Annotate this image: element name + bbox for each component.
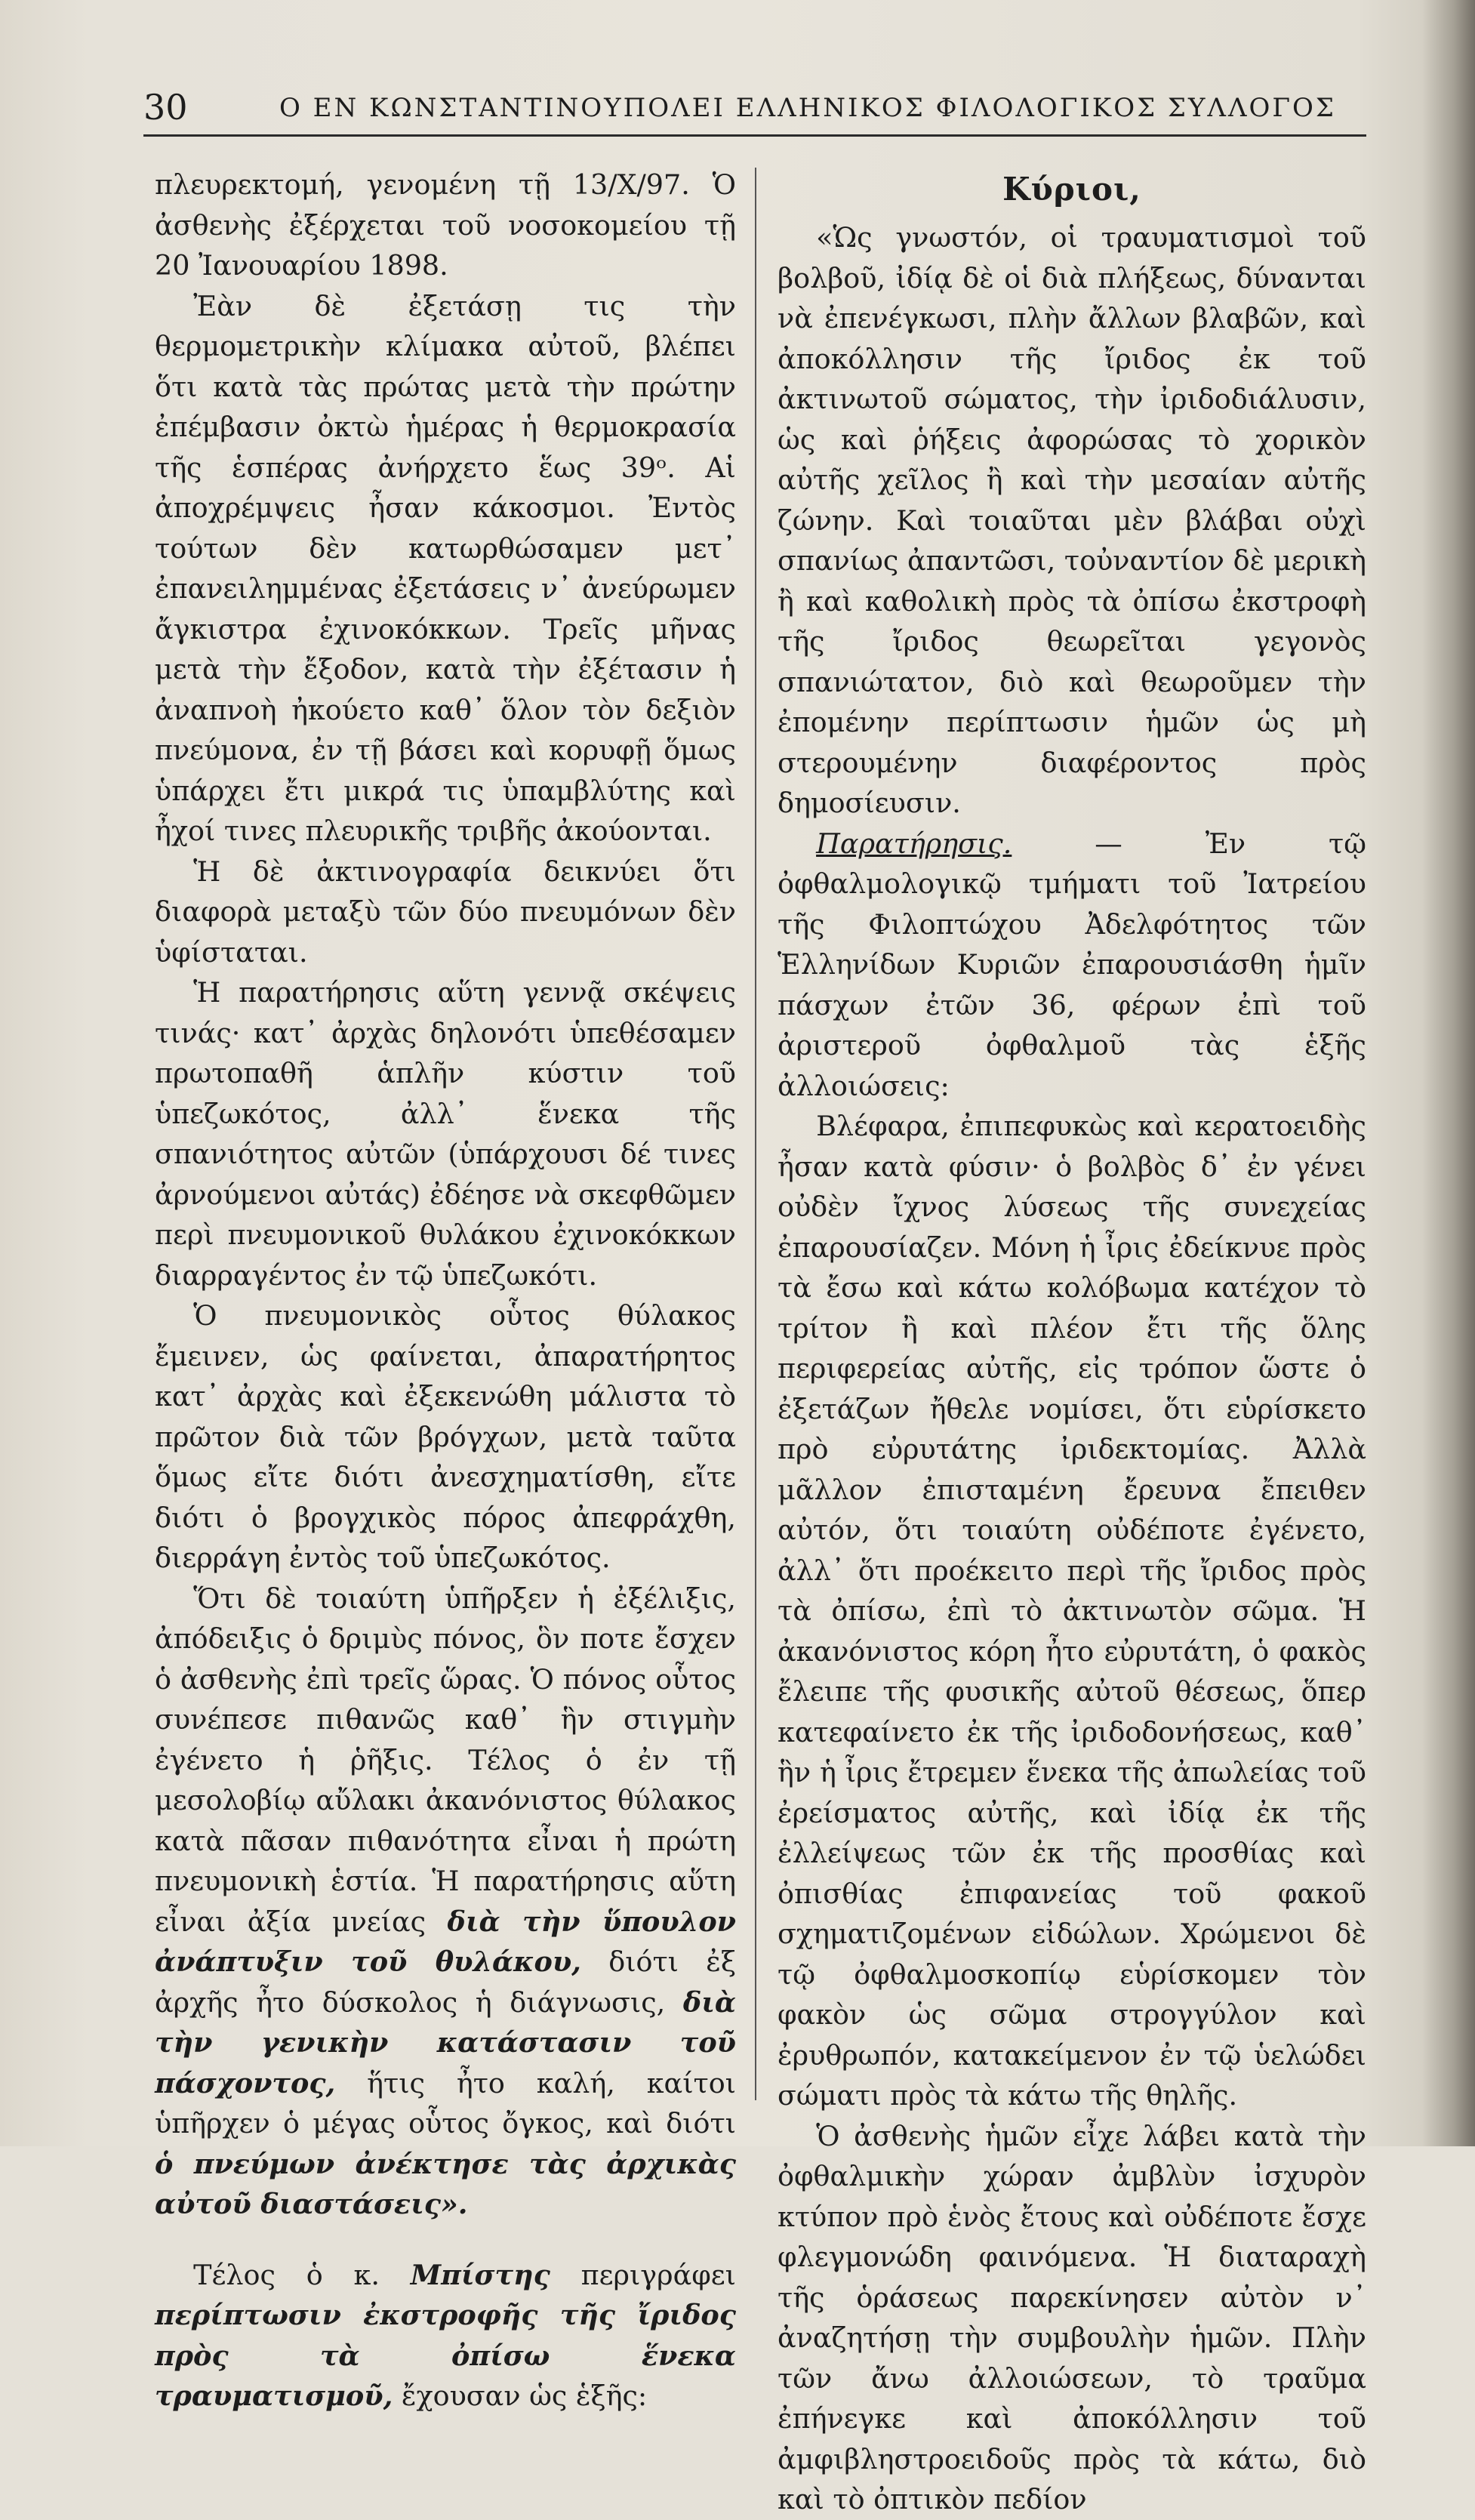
column-rule xyxy=(755,168,756,2100)
left-column xyxy=(155,165,736,2412)
binding-shadow xyxy=(1422,0,1475,2146)
text-run: — Ἐν τῷ ὀφθαλμολογικῷ τμήματι τοῦ Ἰατρείου τῆς Φιλοπτώχου Ἀδελφότητος τῶν Ἑλληνίδων Κυριῶν ἐπαρουσιάσθη ἡμῖν πάσχων ἐτῶν 36, φέρων ἐπὶ τοῦ ἀριστεροῦ ὀφθαλμοῦ τὰς ἑξῆς ἀλλοιώσεις: xyxy=(778,827,1366,1102)
page-header xyxy=(143,85,1381,130)
right-column xyxy=(778,165,1366,2515)
paragraph: Βλέφαρα, ἐπιπεφυκὼς καὶ κερατοειδὴς ἦσαν κατὰ φύσιν· ὁ βολβὸς δ᾽ ἐν γένει οὐδὲν ἴχνος λύσεως τῆς συνεχείας ἐπαρουσίαζεν. Μόνη ἡ ἶρις ἐδείκνυε πρὸς τὰ ἔσω καὶ κάτω κολόβωμα κατέχον τὸ τρίτον ἢ καὶ πλέον ἔτι τῆς ὅλης περιφερείας αὐτῆς, εἰς τρόπον ὥστε ὁ ἐξετάζων ἤθελε νομίσει, ὅτι εὑρίσκετο πρὸ εὐρυτάτης ἰριδεκτομίας. Ἀλλὰ μᾶλλον ἐπισταμένη ἔρευνα ἔπειθεν αὐτόν, ὅτι τοιαύτη οὐδέποτε ἐγένετο, ἀλλ᾽ ὅτι προέκειτο περὶ τῆς ἴριδος πρὸς τὰ ὀπίσω, ἐπὶ τὸ ἀκτινωτὸν σῶμα. Ἡ ἀκανόνιστος κόρη ἦτο εὐρυτάτη, ὁ φακὸς ἔλειπε τῆς φυσικῆς αὐτοῦ θέσεως, ὅπερ κατεφαίνετο ἐκ τῆς ἰριδοδονήσεως, καθ᾽ ἣν ἡ ἶρις ἔτρεμεν ἕνεκα τῆς ἀπωλείας τοῦ ἐρείσματος αὐτῆς, καὶ ἰδίᾳ ἐκ τῆς ἐλλείψεως τῶν ἐκ τῆς προσθίας καὶ ὀπισθίας ἐπιφανείας τοῦ φακοῦ σχηματιζομένων εἰδώλων. Χρώμενοι δὲ τῷ ὀφθαλμοσκοπίῳ εὑρίσκομεν τὸν φακὸν ὡς σῶμα στρογγύλον καὶ ἐρυθρωπόν, κατακείμενον ἐν τῷ ὑελώδει σώματι πρὸς τὰ κάτω τῆς θηλῆς. xyxy=(778,1110,1366,2112)
emphasis-text: ὁ πνεύμων ἀνέκτησε τὰς ἀρχικὰς αὐτοῦ διαστάσεις». xyxy=(155,2147,736,2220)
paragraph xyxy=(778,824,1366,1107)
header-rule xyxy=(143,134,1366,137)
paragraph: «Ὡς γνωστόν, οἱ τραυματισμοὶ τοῦ βολβοῦ, ἰδίᾳ δὲ οἱ διὰ πλήξεως, δύνανται νὰ ἐπενέγκωσι, πλὴν ἄλλων βλαβῶν, καὶ ἀποκόλλησιν τῆς ἴριδος ἐκ τοῦ ἀκτινωτοῦ σώματος, τὴν ἰριδοδιάλυσιν, ὡς καὶ ῥήξεις ἀφορώσας τὸ χορικὸν αὐτῆς χεῖλος ἢ καὶ τὴν μεσαίαν αὐτῆς ζώνην. Καὶ τοιαῦται μὲν βλάβαι οὐχὶ σπανίως ἀπαντῶσι, τοὐναντίον δὲ μερικὴ ἢ καὶ καθολικὴ πρὸς τὰ ὀπίσω ἐκστροφὴ τῆς ἴριδος θεωρεῖται γεγονὸς σπανιώτατον, διὸ καὶ θεωροῦμεν τὴν ἐπομένην περίπτωσιν ἡμῶν ὡς μὴ στερουμένην διαφέροντος πρὸς δημοσίευσιν. xyxy=(778,221,1366,819)
paragraph: Ἐὰν δὲ ἐξετάσῃ τις τὴν θερμομετρικὴν κλίμακα αὐτοῦ, βλέπει ὅτι κατὰ τὰς πρώτας μετὰ τὴν πρώτην ἐπέμβασιν ὀκτὼ ἡμέρας ἡ θερμοκρασία τῆς ἑσπέρας ἀνήρχετο ἕως 39ᵒ. Αἱ ἀποχρέμψεις ἦσαν κάκοσμοι. Ἐντὸς τούτων δὲν κατωρθώσαμεν μετ᾽ ἐπανειλημμένας ἐξετάσεις ν᾽ ἀνεύρωμεν ἄγκιστρα ἐχινοκόκκων. Τρεῖς μῆνας μετὰ τὴν ἔξοδον, κατὰ τὴν ἐξέτασιν ἡ ἀναπνοὴ ἠκούετο καθ᾽ ὅλον τὸν δεξιὸν πνεύμονα, ἐν τῇ βάσει καὶ κορυφῇ ὅμως ὑπάρχει ἔτι μικρά τις ὑπαμβλύτης καὶ ἦχοί τινες πλευρικῆς τριβῆς ἀκούονται. xyxy=(155,289,736,847)
text-run: περιγράφει xyxy=(580,2258,736,2291)
emphasis-text: διὰ τὴν ὕπουλον ἀνάπτυξιν τοῦ θυλάκου, xyxy=(155,1905,736,1978)
page-number: 30 xyxy=(143,87,188,128)
author-name: Μπίστης xyxy=(410,2258,550,2291)
paragraph xyxy=(155,1579,736,2225)
paragraph xyxy=(155,2255,736,2417)
text-run: Ὅτι δὲ τοιαύτη ὑπῆρξεν ἡ ἐξέλιξις, ἀπόδειξις ὁ δριμὺς πόνος, ὃν ποτε ἔσχεν ὁ ἀσθενὴς ἐπὶ τρεῖς ὥρας. Ὁ πόνος οὗτος συνέπεσε πιθανῶς καθ᾽ ἣν στιγμὴν ἐγένετο ἡ ῥῆξις. Τέλος ὁ ἐν τῇ μεσολοβίῳ αὔλακι ἀκανόνιστος θύλακος κατὰ πᾶσαν πιθανότητα εἶναι ἡ πρώτη πνευμονικὴ ἑστία. Ἡ παρατήρησις αὕτη εἶναι ἀξία μνείας xyxy=(155,1582,736,1938)
paragraph: Ἡ παρατήρησις αὕτη γεννᾷ σκέψεις τινάς· κατ᾽ ἀρχὰς δηλονότι ὑπεθέσαμεν πρωτοπαθῆ ἁπλῆν κύστιν τοῦ ὑπεζωκότος, ἀλλ᾽ ἕνεκα τῆς σπανιότητος αὐτῶν (ὑπάρχουσι δέ τινες ἀρνούμενοι αὐτάς) ἐδέησε νὰ σκεφθῶμεν περὶ πνευμονικοῦ θυλάκου ἐχινοκόκκων διαρραγέντος ἐν τῷ ὑπεζωκότι. xyxy=(155,976,736,1292)
text-run: Τέλος ὁ κ. xyxy=(193,2258,380,2291)
section-label: Παρατήρησις. xyxy=(816,827,1012,860)
text-run: ἥτις ἦτο καλή, καίτοι ὑπῆρχεν ὁ μέγας οὗτος ὄγκος, καὶ διότι xyxy=(155,2066,736,2140)
paragraph: Ὁ ἀσθενὴς ἡμῶν εἶχε λάβει κατὰ τὴν ὀφθαλμικὴν χώραν ἀμβλὺν ἰσχυρὸν κτύπον πρὸ ἑνὸς ἔτους καὶ οὐδέποτε ἔσχε φλεγμονώδη φαινόμενα. Ἡ διαταραχὴ τῆς ὁράσεως παρεκίνησεν αὐτὸν ν᾽ ἀναζητήσῃ τὴν συμβουλὴν ἡμῶν. Πλὴν τῶν ἄνω ἀλλοιώσεων, τὸ τραῦμα ἐπήνεγκε καὶ ἀποκόλλησιν τοῦ ἀμφιβληστροειδοῦς πρὸς τὰ κάτω, διὸ καὶ τὸ ὀπτικὸν πεδίον xyxy=(778,2119,1366,2515)
paragraph: πλευρεκτομή, γενομένη τῇ 13/X/97. Ὁ ἀσθενὴς ἐξέρχεται τοῦ νοσοκομείου τῇ 20 Ἰανουαρίου 1898. xyxy=(155,168,736,282)
paragraph: Ἡ δὲ ἀκτινογραφία δεικνύει ὅτι διαφορὰ μεταξὺ τῶν δύο πνευμόνων δὲν ὑφίσταται. xyxy=(155,855,736,969)
text-run: διότι ἐξ ἀρχῆς ἦτο δύσκολος ἡ διάγνωσις, xyxy=(155,1945,736,2019)
running-title: Ο ΕΝ ΚΩΝΣΤΑΝΤΙΝΟΥΠΟΛΕΙ ΕΛΛΗΝΙΚΟΣ ΦΙΛΟΛΟΓΙΚΟΣ ΣΥΛΛΟΓΟΣ xyxy=(279,93,1336,123)
emphasis-text: διὰ τὴν γενικὴν κατάστασιν τοῦ πάσχοντος, xyxy=(155,1986,736,2099)
text-run: ἔχουσαν ὡς ἑξῆς: xyxy=(401,2380,648,2412)
paragraph: Ὁ πνευμονικὸς οὗτος θύλακος ἔμεινεν, ὡς φαίνεται, ἀπαρατήρητος κατ᾽ ἀρχὰς καὶ ἐξεκενώθη μάλιστα τὸ πρῶτον διὰ τῶν βρόγχων, μετὰ ταῦτα ὅμως εἴτε διότι ἀνεσχηματίσθη, εἴτε διότι ὁ βρογχικὸς πόρος ἀπεφράχθη, διερράγη ἐντὸς τοῦ ὑπεζωκότος. xyxy=(155,1299,736,1574)
salutation: Κύριοι, xyxy=(1002,171,1141,208)
case-title: περίπτωσιν ἐκστροφῆς τῆς ἴριδος πρὸς τὰ ὀπίσω ἕνεκα τραυματισμοῦ, xyxy=(155,2299,736,2412)
